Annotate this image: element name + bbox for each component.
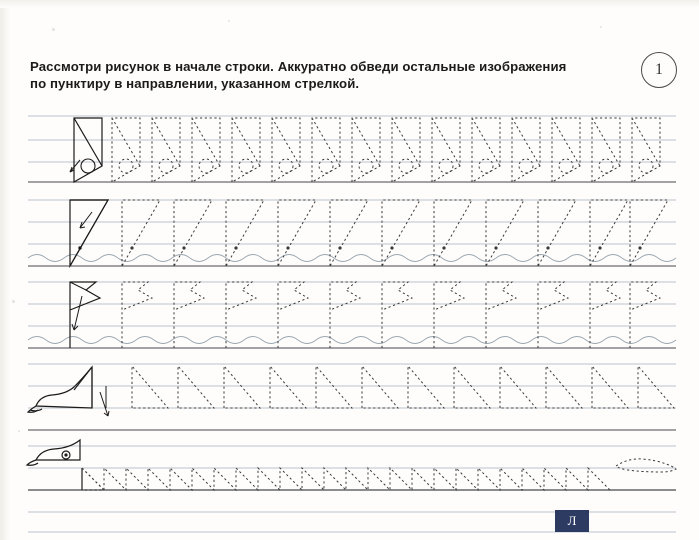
page-number-value: 1	[655, 61, 663, 78]
paper-speck	[52, 28, 55, 31]
instruction-text	[30, 58, 630, 92]
row-4-bird-triangles[interactable]	[28, 364, 676, 430]
instruction-line-2: по пунктиру в направлении, указанном стрелкой.	[30, 76, 360, 91]
publisher-logo-text: Л	[567, 513, 577, 528]
row-1-flag-with-circle[interactable]	[28, 116, 676, 182]
row-3-zigzag-flag[interactable]	[28, 282, 676, 348]
tracing-rows-svg	[0, 100, 699, 540]
row-2-triangle-with-dot[interactable]	[28, 200, 676, 266]
paper-speck	[228, 20, 230, 22]
page-edge-top	[0, 0, 699, 8]
worksheet-area	[0, 100, 699, 540]
publisher-logo	[555, 510, 589, 532]
paper-speck	[600, 26, 602, 28]
instruction-line-1: Рассмотри рисунок в начале строки. Аккуратно обведи остальные изображения	[30, 59, 567, 74]
page-number-badge	[641, 52, 677, 88]
